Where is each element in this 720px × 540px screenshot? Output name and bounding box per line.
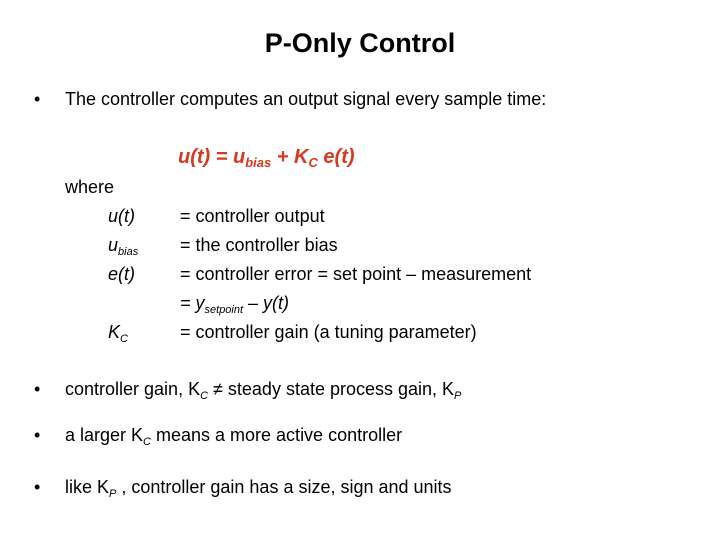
def-desc: = $y_{setpoint} - y(t)$ — [180, 293, 290, 316]
def-symbol: $u_{bias}$ — [108, 235, 139, 258]
bullet-text: like $K_P$ , controller gain has a size, sign and units — [65, 477, 452, 500]
bullet-marker: • — [34, 379, 41, 399]
def-desc: = controller gain (a tuning parameter) — [180, 322, 477, 342]
def-symbol: $K_C$ — [108, 322, 128, 345]
bullet-marker: • — [34, 89, 41, 109]
def-desc: = controller error = set point – measurement — [180, 264, 532, 284]
eq-c-sub: C — [308, 155, 318, 170]
eq-lhs: u(t) = u — [178, 146, 246, 168]
slide-title: P-Only Control — [264, 28, 456, 58]
eq-rhs: e(t) — [317, 146, 355, 168]
bullet-text: controller gain, $K_C$ ≠ steady state process gain, $K_P$ — [65, 379, 462, 402]
eq-mid: + K — [271, 146, 309, 168]
control-equation — [178, 146, 355, 168]
where-label: where — [65, 177, 115, 197]
bullet-marker: • — [34, 425, 41, 445]
def-desc: = the controller bias — [180, 235, 338, 255]
bullet-marker: • — [34, 477, 41, 497]
def-symbol: u(t) — [108, 206, 135, 226]
def-symbol: e(t) — [108, 264, 135, 284]
eq-bias-sub: bias — [245, 155, 272, 170]
def-desc: = controller output — [180, 206, 325, 226]
intro-text: The controller computes an output signal every sample time: — [65, 89, 547, 109]
bullet-text: a larger $K_C$ means a more active controller — [65, 425, 403, 448]
